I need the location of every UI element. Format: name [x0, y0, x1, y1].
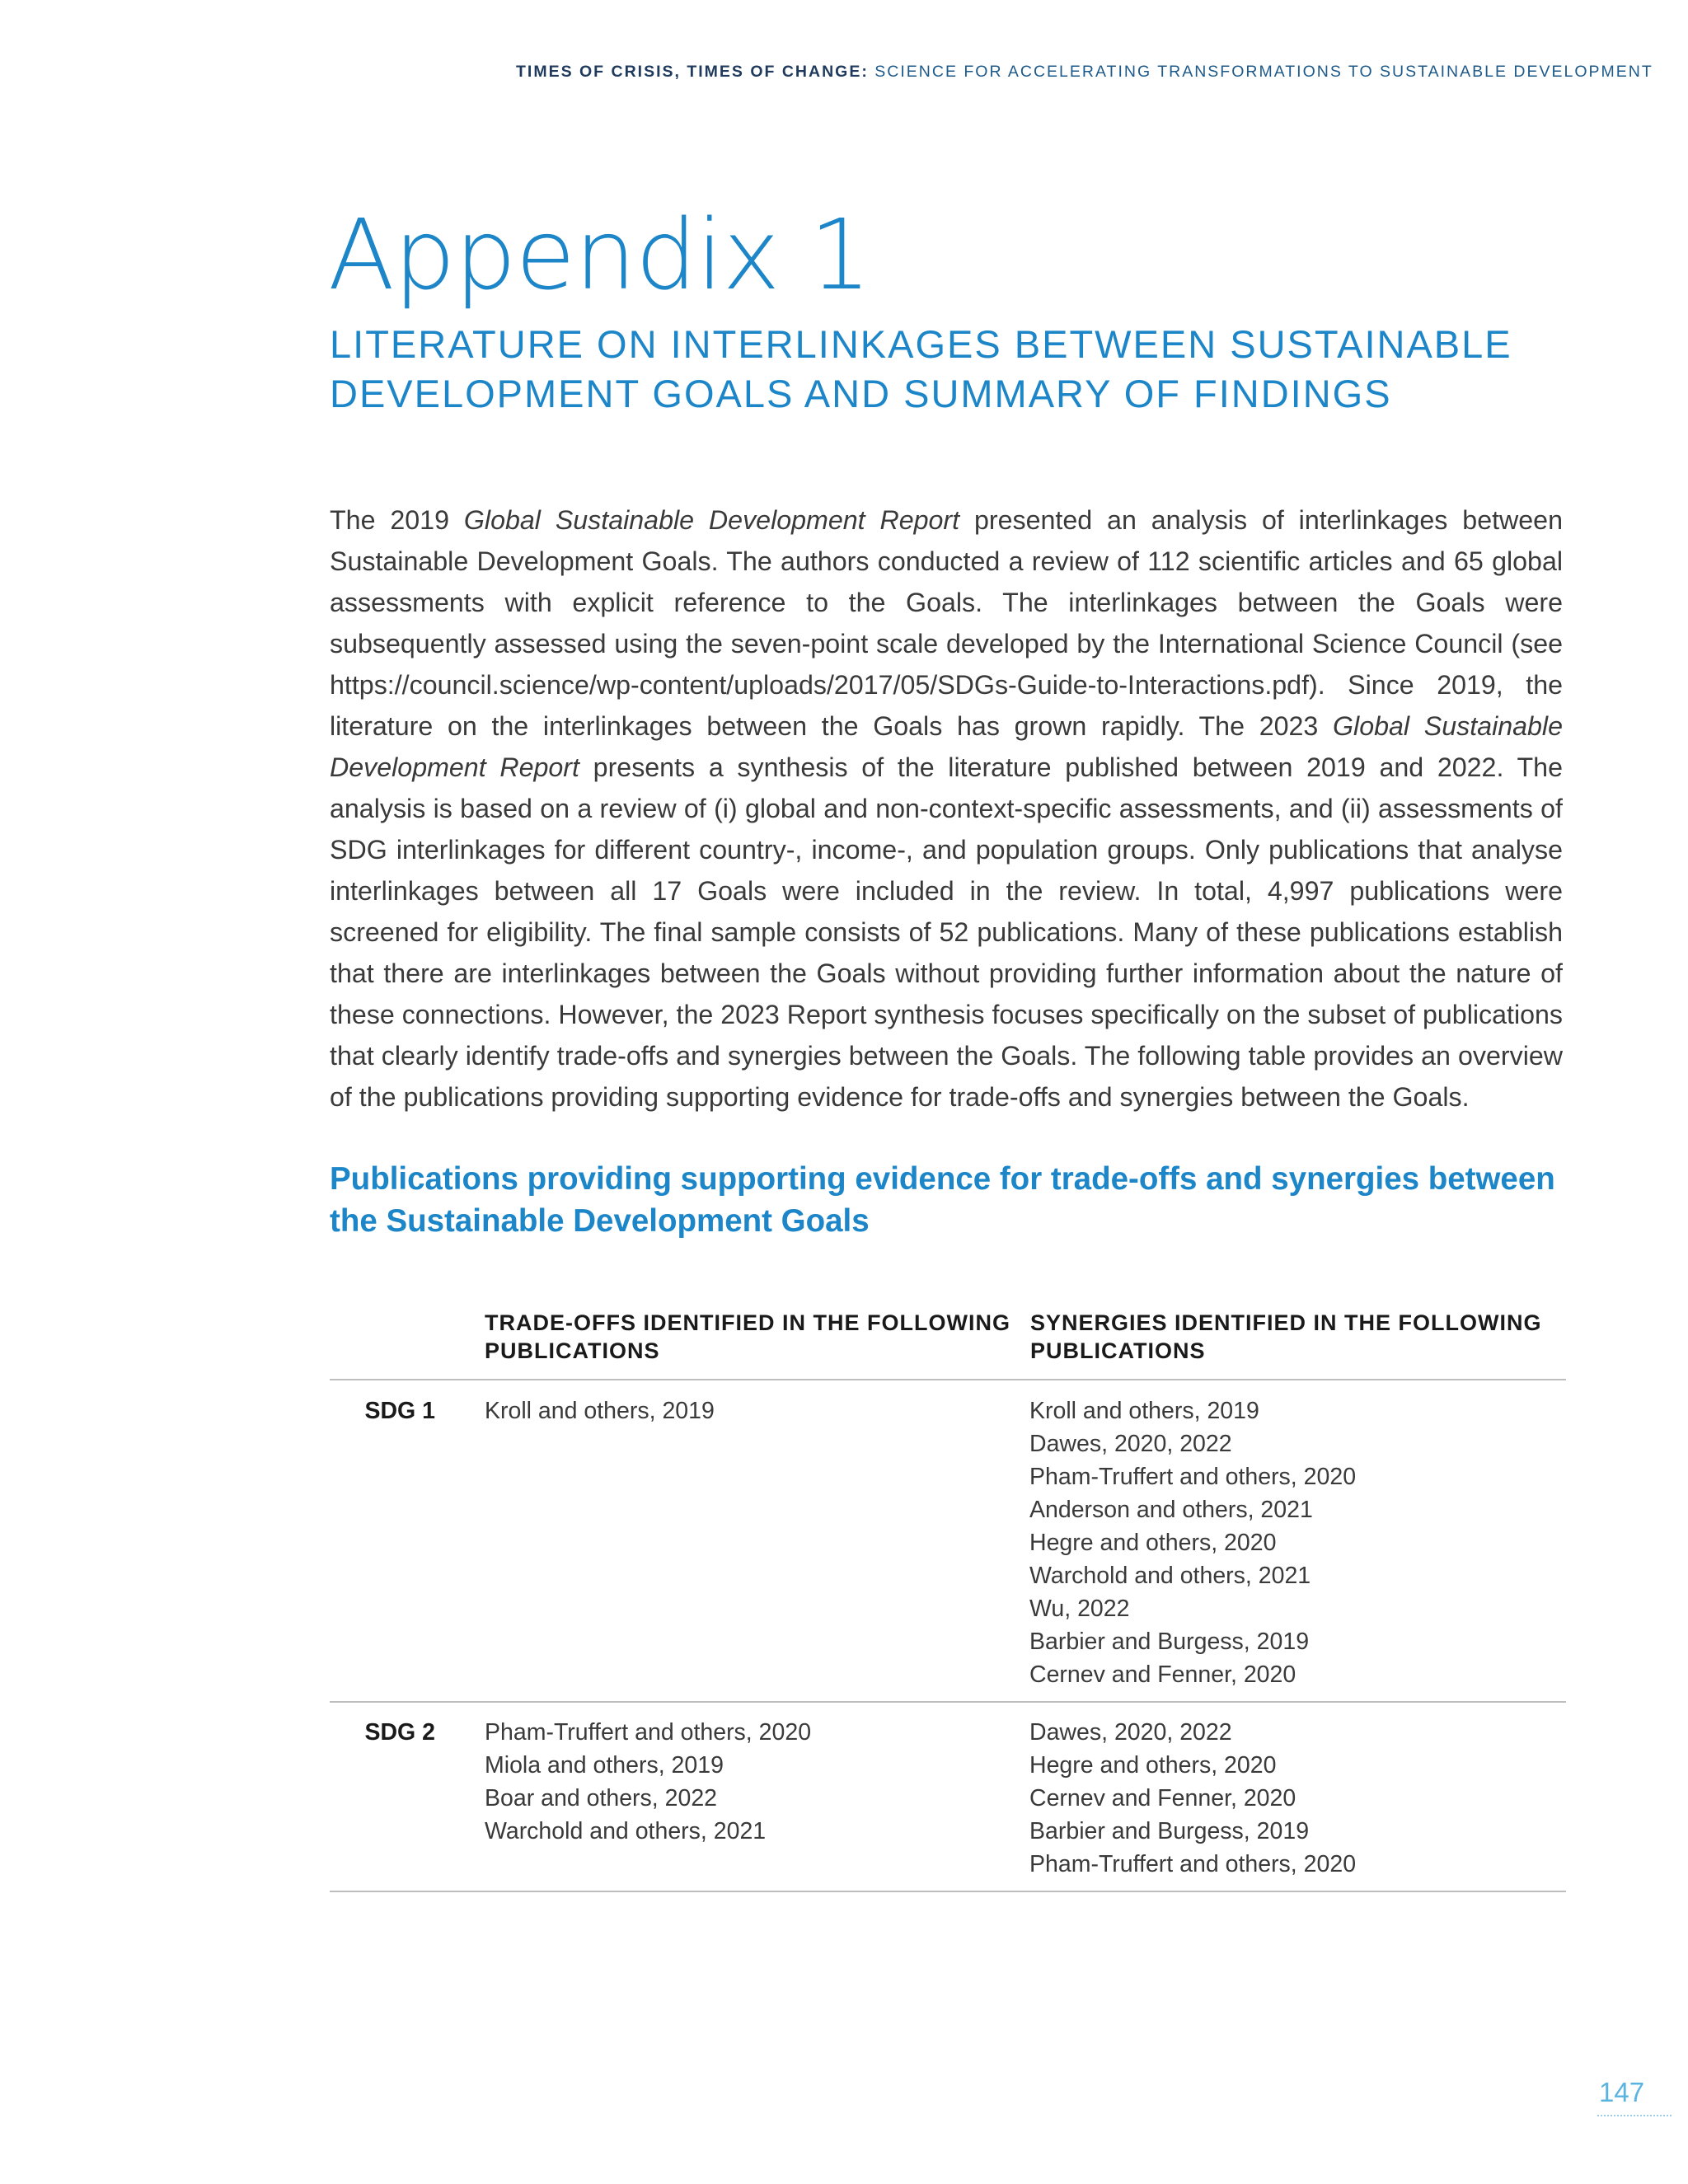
intro-report-title-2: Global Sustainable Development Report: [330, 711, 1563, 782]
tradeoffs-list-sdg-1: [485, 1394, 715, 1427]
list-item: Warchold and others, 2021: [485, 1818, 767, 1844]
list-item: Pham-Truffert and others, 2020: [1029, 1851, 1357, 1877]
column-header-tradeoffs: TRADE-OFFS IDENTIFIED IN THE FOLLOWING PUBLICATIONS: [485, 1310, 1010, 1363]
column-header-synergies: SYNERGIES IDENTIFIED IN THE FOLLOWING PUBLICATIONS: [1030, 1310, 1542, 1363]
table-bottom-divider: [330, 1891, 1566, 1892]
intro-text-1: The 2019: [330, 505, 464, 535]
list-item: Warchold and others, 2021: [1029, 1563, 1311, 1589]
synergies-list-sdg-2: [1029, 1716, 1356, 1881]
list-item: Anderson and others, 2021: [1029, 1497, 1313, 1523]
list-item: Wu, 2022: [1029, 1596, 1130, 1622]
row-divider: [330, 1701, 1566, 1703]
list-item: Cernev and Fenner, 2020: [1029, 1785, 1296, 1811]
list-item: Kroll and others, 2019: [1029, 1398, 1259, 1424]
appendix-subtitle-line-1: LITERATURE ON INTERLINKAGES BETWEEN SUSTAINABLE: [330, 322, 1512, 366]
intro-text-3: presents a synthesis of the literature published between 2019 and 2022. The analysis is based on a review of (i) global and non-context-specific assessments, and (ii) assessments of SDG interlinkages for different country-, income-, and population groups. Only publications that analyse interlinkages between all 17 Goals were included in the review. In total, 4,997 publications were screened for eligibility. The final sample consists of 52 publications. Many of these publications establish that there are interlinkages between the Goals without providing further information about the nature of these connections. However, the 2023 Report synthesis focuses specifically on the subset of publications that clearly identify trade-offs and synergies between the Goals. The following table provides an overview of the publications providing supporting evidence for trade-offs and synergies between the Goals.: [330, 752, 1563, 1112]
table-header-divider: [330, 1379, 1566, 1380]
list-item: Miola and others, 2019: [485, 1752, 724, 1779]
list-item: Dawes, 2020, 2022: [1029, 1719, 1232, 1746]
list-item: Pham-Truffert and others, 2020: [485, 1719, 812, 1746]
list-item: Hegre and others, 2020: [1029, 1752, 1277, 1779]
running-header-subtitle: SCIENCE FOR ACCELERATING TRANSFORMATIONS TO SUSTAINABLE DEVELOPMENT: [868, 63, 1653, 81]
table-heading-line-1: Publications providing supporting evidence for trade-offs and synergies between: [330, 1161, 1555, 1197]
intro-paragraph: [330, 499, 1563, 1118]
appendix-subtitle-line-2: DEVELOPMENT GOALS AND SUMMARY OF FINDINGS: [330, 372, 1392, 415]
page-number-underline: [1597, 2115, 1672, 2116]
list-item: Dawes, 2020, 2022: [1029, 1431, 1232, 1457]
intro-text-2: presented an analysis of interlinkages between Sustainable Development Goals. The authors conducted a review of 112 scientific articles and 65 global assessments with explicit reference to the Goals. The interlinkages between the Goals were subsequently assessed using the seven-point scale developed by the International Science Council (see https://council.science/wp-content/uploads/2017/05/SDGs-Guide-to-Interactions.pdf). Since 2019, the literature on the interlinkages between the Goals has grown rapidly. The 2023: [330, 505, 1563, 741]
row-label-sdg-1: SDG 1: [364, 1398, 435, 1424]
list-item: Cernev and Fenner, 2020: [1029, 1661, 1296, 1688]
page-number: 147: [1599, 2077, 1645, 2107]
table-heading-line-2: the Sustainable Development Goals: [330, 1203, 870, 1239]
tradeoffs-list-sdg-2: [485, 1716, 811, 1848]
list-item: Pham-Truffert and others, 2020: [1029, 1464, 1357, 1490]
list-item: Barbier and Burgess, 2019: [1029, 1818, 1310, 1844]
intro-report-title-1: Global Sustainable Development Report: [463, 505, 960, 535]
appendix-title: Appendix 1: [328, 198, 871, 312]
synergies-list-sdg-1: [1029, 1394, 1356, 1691]
list-item: Boar and others, 2022: [485, 1785, 718, 1811]
list-item: Barbier and Burgess, 2019: [1029, 1629, 1310, 1655]
row-label-sdg-2: SDG 2: [364, 1719, 435, 1746]
running-header: [516, 63, 1653, 82]
table-heading: [330, 1158, 1566, 1242]
list-item: Hegre and others, 2020: [1029, 1530, 1277, 1556]
running-header-title: TIMES OF CRISIS, TIMES OF CHANGE:: [516, 63, 869, 81]
appendix-subtitle: [330, 320, 1582, 419]
list-item: Kroll and others, 2019: [485, 1398, 715, 1424]
